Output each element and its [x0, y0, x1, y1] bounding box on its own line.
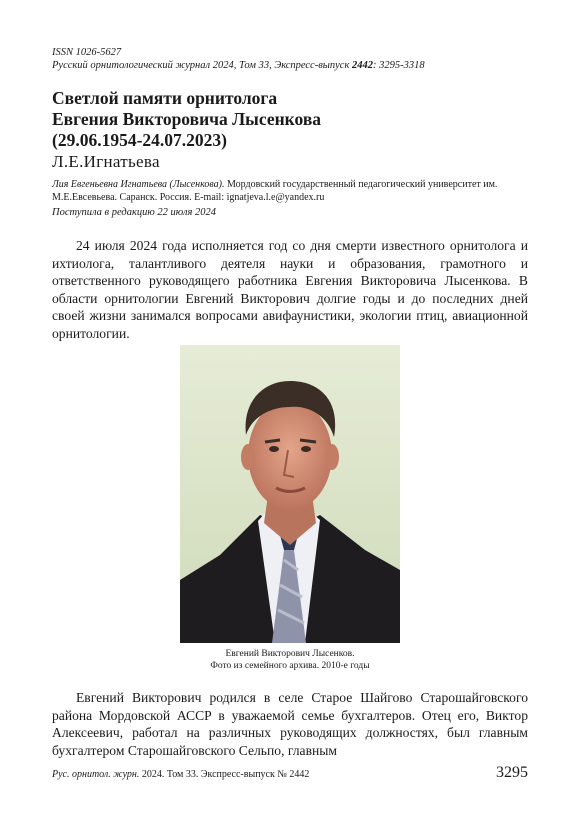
portrait-photo [180, 345, 400, 643]
journal-citation-line [52, 59, 425, 72]
issue-number: 2442 [352, 60, 373, 71]
issn-line: ISSN 1026-5627 [52, 47, 122, 58]
photo-caption [150, 648, 430, 672]
title-line-2: Евгения Викторовича Лысенкова [52, 109, 322, 129]
journal-name: Русский орнитологический журнал 2024, Том 33, Экспресс-выпуск [52, 60, 352, 71]
author-affiliation [52, 178, 522, 204]
article-title [52, 88, 522, 151]
photo-caption-line-2: Фото из семейного архива. 2010-е годы [210, 661, 370, 671]
footer-journal-abbr: Рус. орнитол. журн. [52, 769, 140, 780]
portrait-photo-image [180, 345, 400, 643]
footer-issue-info: 2024. Том 33. Экспресс-выпуск № 2442 [139, 769, 310, 780]
page-range: : 3295-3318 [373, 60, 425, 71]
affiliation-author-fullname: Лия Евгеньевна Игнатьева (Лысенкова). [52, 179, 225, 190]
page-number: 3295 [496, 764, 528, 781]
footer-citation [52, 769, 309, 780]
author-name: Л.Е.Игнатьева [52, 152, 160, 171]
body-paragraph-2: Евгений Викторович родился в селе Старое Шайгово Старошайговского района Мордовской АССР в уважаемой семье бухгалтеров. Отец его, Виктор Алексеевич, работал на различных руководящих должностях, был главным бухгалтером Старошайговского Сельпо, главным [52, 690, 528, 758]
affiliation-details: Мордовский государственный педагогический университет им. М.Е.Евсевьева. Саранск. Россия. E-mail: ignatjeva.l.e@yandex.ru [52, 179, 498, 203]
title-line-1: Светлой памяти орнитолога [52, 88, 278, 108]
title-line-3: (29.06.1954-24.07.2023) [52, 130, 227, 150]
photo-caption-line-1: Евгений Викторович Лысенков. [225, 649, 355, 659]
body-paragraph-1: 24 июля 2024 года исполняется год со дня смерти известного орнитолога и ихтиолога, талантливого деятеля науки и образования, грамотного и ответственного руководящего работника Евгения Викторовича Лысенкова. В области орнитологии Евгений Викторович долгие годы и до последних дней своей жизни занимался вопросами авифаунистики, экологии птиц, авиационной орнитологии. [52, 238, 528, 341]
received-date: Поступила в редакцию 22 июля 2024 [52, 207, 216, 218]
